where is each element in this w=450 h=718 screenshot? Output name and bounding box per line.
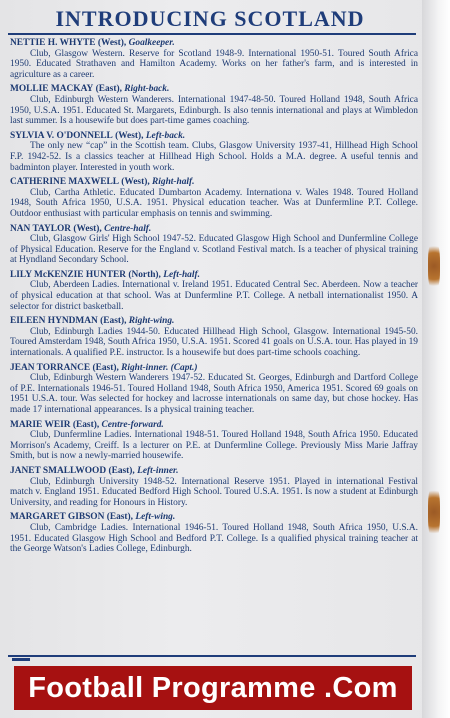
player-heading <box>10 420 418 431</box>
player-position: Goalkeeper. <box>128 38 175 48</box>
player-region: (West), <box>121 177 150 188</box>
player-entry <box>10 466 418 508</box>
player-bio: Club, Aberdeen Ladies. International v. Ireland 1951. Educated Central Sec. Aberdeen. Now a teacher of physical education at that school. Was at Dunfermline P.T. College. A netball internationalist 1950. A selector for district basketball. <box>10 280 418 312</box>
player-entry <box>10 84 418 126</box>
player-name: LILY McKENZIE HUNTER <box>10 269 126 280</box>
player-name: NAN TAYLOR <box>10 223 72 234</box>
player-position: Left-back. <box>145 130 186 141</box>
watermark-banner <box>14 666 412 710</box>
player-heading <box>10 177 418 188</box>
player-region: (West), <box>97 38 127 48</box>
player-name: MARIE WEIR <box>10 419 71 430</box>
player-bio: Club, Glasgow Western. Reserve for Scotland 1948-9. International 1950-51. Toured South Africa 1950. Educated Strathaven and Hamilton Academy. Works on her father's farm, and is interested in agriculture as a career. <box>10 48 418 80</box>
player-name: MARGARET GIBSON <box>10 512 105 523</box>
player-position: Left-inner. <box>137 465 179 476</box>
player-name: MOLLIE MACKAY <box>10 84 94 95</box>
printer-mark <box>12 658 30 661</box>
player-bio: Club, Edinburgh University 1948-52. International Reserve 1951. Played in international Festival match v. England 1951. Educated Bedford High School. Toured U.S.A. 1951. Is now a student at Edinburgh University, and reading for Honours in History. <box>10 476 418 508</box>
player-bio: Club, Cartha Athletic. Educated Dumbarton Academy. Internationa v. Wales 1948. Toured Holland 1948, South Africa 1950, U.S.A. 1951. Physical education teacher. Was at Dunfermline P.T. College. Outdoor enthusiast with particular emphasis on tennis and swimming. <box>10 187 418 219</box>
player-entry <box>10 270 418 312</box>
player-heading <box>10 38 418 49</box>
player-position: Right-back. <box>124 84 170 95</box>
title-divider <box>8 33 416 35</box>
player-entry <box>10 420 418 462</box>
player-position: Centre-half. <box>104 223 152 234</box>
player-name: NETTIE H. WHYTE <box>10 38 96 48</box>
player-heading <box>10 363 418 374</box>
player-name: EILEEN HYNDMAN <box>10 316 98 327</box>
player-bio: Club, Cambridge Ladies. International 1946-51. Toured Holland 1948, South Africa 1950, U.S.A. 1951. Educated Glasgow High School and Bedford P.T. College. Is a qualified physical training teacher at the George Watson's Ladies College, Edinburgh. <box>10 522 418 555</box>
watermark-text: Football Programme .Com <box>28 671 398 704</box>
player-position: Right-inner. (Capt.) <box>121 362 198 373</box>
player-bio: Club, Dunfermline Ladies. International 1948-51. Toured Holland 1948, South Africa 1950. Educated Morrison's Academy, Creiff. Is a lecturer on P.E. at Dunfermline College. Previously Miss Marie Jaffray Smith, but is now a newly-married housewife. <box>10 430 418 462</box>
player-heading <box>10 224 418 235</box>
player-name: CATHERINE MAXWELL <box>10 177 119 188</box>
player-heading <box>10 316 418 327</box>
player-entry <box>10 316 418 358</box>
player-region: (East), <box>108 465 135 476</box>
player-entry <box>10 38 418 80</box>
player-position: Centre-forward. <box>101 419 164 430</box>
player-name: JEAN TORRANCE <box>10 362 91 373</box>
player-bio: Club, Glasgow Girls' High School 1947-52. Educated Glasgow High School and Dunfermline College of Physical Education. Reserve for the England v. Scotland Festival match. Is a teacher of physical training at Hyndland Secondary School. <box>10 234 418 266</box>
player-position: Left-half. <box>163 269 200 280</box>
player-region: (East), <box>100 316 127 327</box>
player-name: SYLVIA V. O'DONNELL <box>10 130 113 141</box>
player-entry <box>10 131 418 173</box>
player-region: (North), <box>128 269 161 280</box>
player-region: (West), <box>73 223 102 234</box>
player-region: (East), <box>72 419 100 430</box>
player-name: JANET SMALLWOOD <box>10 465 107 476</box>
player-heading <box>10 270 418 281</box>
player-position: Left-wing. <box>135 512 176 523</box>
player-position: Right-half. <box>152 177 195 188</box>
player-heading <box>10 84 418 95</box>
player-heading <box>10 131 418 142</box>
player-region: (East), <box>95 84 122 95</box>
player-heading <box>10 466 418 477</box>
player-region: (West), <box>115 130 144 141</box>
bottom-divider <box>8 655 416 657</box>
rust-stain <box>428 484 440 540</box>
page-edge <box>422 0 450 718</box>
rust-stain <box>428 240 440 292</box>
player-entry <box>10 224 418 266</box>
player-heading <box>10 512 418 523</box>
page-title: INTRODUCING SCOTLAND <box>55 6 365 31</box>
player-bio: The only new “cap” in the Scottish team. Clubs, Glasgow University 1937-41, Hillhead High School F.P. 1942-52. Is a classics teacher at Hillhead High School. Holds a M.A. degree. A useful tennis and badminton player. Interested in youth work. <box>10 141 418 173</box>
player-region: (East), <box>106 512 134 523</box>
player-position: Right-wing. <box>128 316 175 327</box>
player-list <box>10 38 418 559</box>
player-entry <box>10 177 418 219</box>
player-bio: Club, Edinburgh Western Wanderers. International 1947-48-50. Toured Holland 1948, South Africa 1950, U.S.A. 1951. Educated St. Margarets, Edinburgh. Is also tennis international and plays at Wimbledon last summer. Is a housewife but does part-time games coaching. <box>10 94 418 127</box>
player-bio: Club, Edinburgh Ladies 1944-50. Educated Hillhead High School, Glasgow. International 1945-50. Toured Amsterdam 1948, South Africa 1950, U.S.A. 1951. Scored 41 goals on U.S.A. tour. Has played in 19 internationals. A qualified P.E. instructor. Is a housewife but does part-time schools coaching. <box>10 326 418 359</box>
player-region: (East), <box>92 362 119 373</box>
player-entry <box>10 512 418 554</box>
player-entry <box>10 363 418 416</box>
player-bio: Club, Edinburgh Western Wanderers 1947-52. Educated St. Georges, Edinburgh and Dartford College of P.E. Internationals 1946-51. Toured Holland 1948, South Africa 1950, America 1951. Scored 69 goals on 1951 U.S.A. tour. Was selected for hockey and lacrosse internationals on same day, but chose hockey. Has made 17 international appearances. Is a physical training teacher. <box>10 373 418 415</box>
